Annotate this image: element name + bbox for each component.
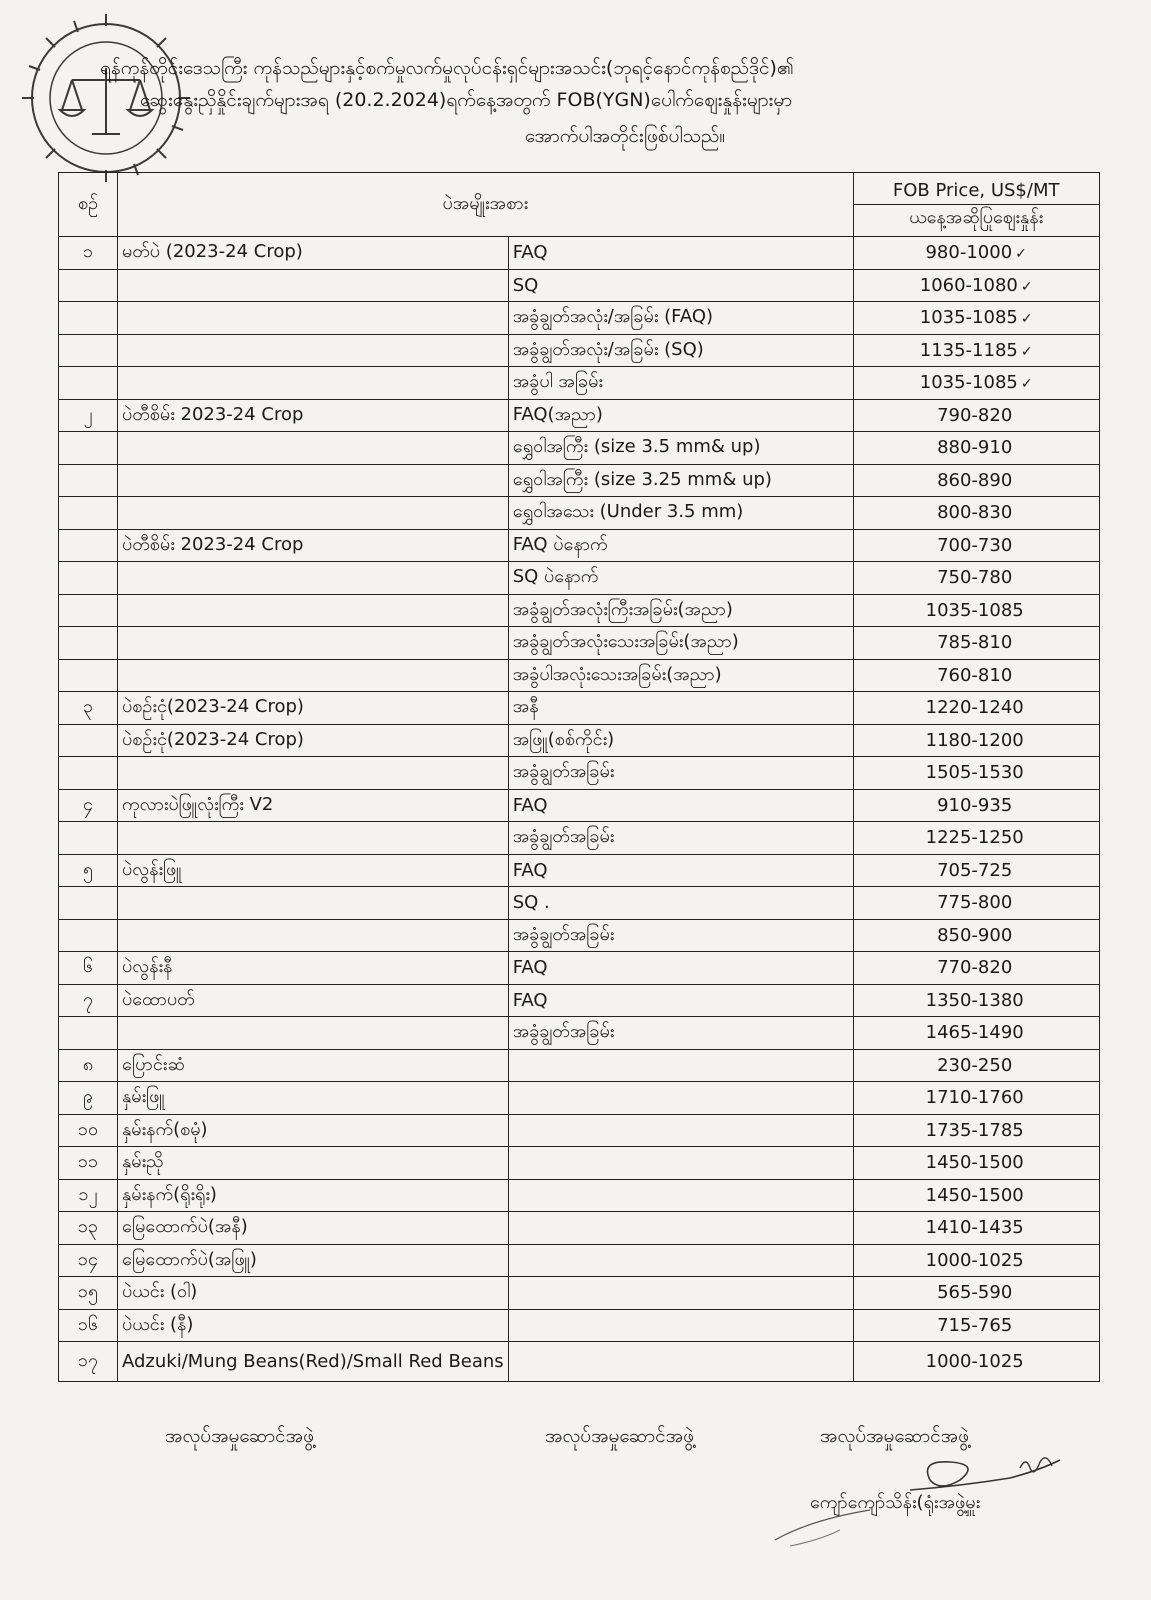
row-grade [508,692,853,725]
table-row [59,887,1100,920]
row-grade-text: အခွံချွတ်အလုံးသေးအခြမ်း(အညာ) [512,631,739,653]
table-row [59,724,1100,757]
row-grade [508,984,853,1017]
row-grade [508,822,853,855]
row-serial-no [59,659,118,692]
row-item-name [118,1082,509,1115]
signer-name: ကျော်ကျော်သိန်း(ရုံးအဖွဲ့မှူး [810,1492,981,1513]
row-item-name-text: Adzuki/Mung Beans(Red)/Small Red Beans [122,1351,504,1372]
row-serial-no [59,367,118,400]
row-price-text: 700-730 [937,534,1013,556]
row-price [853,1212,1099,1245]
row-price-text: 1180-1200 [925,729,1024,751]
row-price-text: 880-910 [937,437,1013,459]
table-row [59,1244,1100,1277]
row-price-text: 1450-1500 [925,1152,1024,1174]
row-item-name [118,1017,509,1050]
row-item-name [118,887,509,920]
header-line-2: ဆွေးနွေးညှိနှိုင်းချက်များအရ (20.2.2024)ရက်နေ့အတွက် FOB(YGN)ပေါက်ဈေးနှုန်းများမှာ [140,89,793,111]
row-item-name-text: နှမ်းနက်(စမုံ) [122,1118,208,1140]
row-item-name [118,1277,509,1310]
row-serial-no [59,1342,118,1382]
row-serial-no-text: ၁၂ [78,1183,98,1205]
row-item-name [118,399,509,432]
row-price [853,367,1099,400]
row-serial-no [59,887,118,920]
row-price [853,692,1099,725]
table-row [59,594,1100,627]
table-row [59,789,1100,822]
row-price [853,334,1099,367]
row-price [853,1049,1099,1082]
row-item-name-text: မတ်ပဲ (2023-24 Crop) [122,241,303,263]
row-price [853,1244,1099,1277]
price-table [58,172,1100,1382]
row-price [853,1309,1099,1342]
row-item-name [118,237,509,270]
row-price [853,1147,1099,1180]
row-item-name-text: ပဲယင်း (နီ) [122,1313,194,1335]
row-grade-text: FAQ(အညာ) [512,403,603,425]
row-grade-text: SQ . [512,892,550,914]
row-item-name-text: ပဲယင်း (ဝါ) [122,1281,198,1303]
row-grade [508,464,853,497]
row-item-name [118,757,509,790]
table-row [59,1179,1100,1212]
row-item-name [118,302,509,335]
row-grade [508,1277,853,1310]
row-item-name-text: ပဲလွန်းနီ [122,956,173,978]
check-mark: ✓ [1020,376,1033,393]
row-serial-no-text: ၄ [82,793,94,815]
row-price-text: 1000-1025 [925,1249,1024,1271]
row-grade [508,1212,853,1245]
row-serial-no [59,822,118,855]
table-row [59,302,1100,335]
row-price-text: 785-810 [937,632,1013,654]
row-serial-no [59,1017,118,1050]
table-row [59,1309,1100,1342]
row-price [853,789,1099,822]
table-row [59,1147,1100,1180]
row-serial-no-text: ၁၄ [77,1248,99,1270]
row-price [853,594,1099,627]
table-row [59,627,1100,660]
header-price [853,173,1099,237]
row-item-name-text: ကုလားပဲဖြူလုံးကြီး V2 [122,793,274,815]
row-item-name-text: ပဲတီစိမ်း 2023-24 Crop [122,403,304,425]
row-price [853,1082,1099,1115]
row-grade [508,497,853,530]
row-serial-no [59,724,118,757]
row-serial-no [59,399,118,432]
table-row [59,367,1100,400]
row-grade [508,627,853,660]
row-item-name-text: ပဲထောပတ် [122,988,195,1010]
table-row [59,334,1100,367]
row-grade [508,1114,853,1147]
row-item-name-text: ပြောင်းဆံ [122,1053,185,1075]
committee-label-1: အလုပ်အမှုဆောင်အဖွဲ့ [165,1425,314,1447]
row-price [853,659,1099,692]
row-item-name [118,854,509,887]
row-grade [508,334,853,367]
row-price-text: 565-590 [937,1282,1013,1304]
row-item-name-text: ပဲစဉ်းငုံ(2023-24 Crop) [122,696,304,718]
table-row [59,854,1100,887]
row-item-name [118,1309,509,1342]
row-item-name-text: ပဲစဉ်းငုံ(2023-24 Crop) [122,728,304,750]
table-row [59,1049,1100,1082]
table-row [59,399,1100,432]
row-item-name [118,562,509,595]
row-price [853,627,1099,660]
row-grade [508,1147,853,1180]
row-grade [508,1179,853,1212]
row-serial-no [59,334,118,367]
check-mark: ✓ [1020,311,1033,328]
row-price-text: 770-820 [937,957,1013,979]
row-item-name-text: နှမ်းနက်(ရိုးရိုး) [122,1183,217,1205]
row-price-text: 980-1000 [925,242,1013,264]
row-grade-text: အဖြူ(စစ်ကိုင်း) [512,728,615,750]
row-grade [508,594,853,627]
row-grade-text: ရွှေဝါအကြီး (size 3.25 mm& up) [512,468,772,490]
row-serial-no [59,692,118,725]
row-price [853,1277,1099,1310]
header-item-type: ပဲအမျိုးအစား [118,173,854,237]
row-serial-no-text: ၁၅ [77,1281,99,1303]
table-row [59,1342,1100,1382]
row-item-name [118,529,509,562]
row-grade-text: SQ [512,274,539,296]
row-price [853,562,1099,595]
table-row [59,1277,1100,1310]
table-row [59,1017,1100,1050]
row-price-text: 1035-1085 [925,599,1024,621]
table-row [59,562,1100,595]
row-serial-no [59,497,118,530]
row-item-name [118,984,509,1017]
row-serial-no-text: ၁၁ [77,1151,99,1173]
table-row [59,919,1100,952]
row-grade-text: ရွှေဝါအကြီး (size 3.5 mm& up) [512,436,761,458]
row-price-text: 800-830 [937,502,1013,524]
row-item-name [118,952,509,985]
row-price-text: 1035-1085 [919,372,1018,394]
row-grade-text: FAQ ပဲနောက် [512,533,608,555]
row-price-text: 1505-1530 [925,762,1024,784]
row-serial-no-text: ၈ [82,1053,94,1075]
row-price-text: 910-935 [937,794,1013,816]
table-row [59,497,1100,530]
row-item-name [118,1212,509,1245]
row-serial-no [59,1147,118,1180]
row-price [853,822,1099,855]
table-row [59,237,1100,270]
row-price-text: 1035-1085 [919,307,1018,329]
row-serial-no-text: ၁၆ [77,1313,99,1335]
row-grade [508,367,853,400]
row-grade-text: အခွံချွတ်အလုံး/အခြမ်း (SQ) [512,338,704,360]
row-price [853,237,1099,270]
row-item-name-text: မြေထောက်ပဲ(အဖြူ) [122,1248,257,1270]
row-grade [508,887,853,920]
row-price [853,919,1099,952]
table-row [59,1114,1100,1147]
row-grade-text: FAQ [512,957,548,979]
row-price [853,1342,1099,1382]
row-grade-text: FAQ [512,794,548,816]
row-price [853,497,1099,530]
row-item-name [118,1244,509,1277]
row-item-name [118,269,509,302]
row-grade-text: အခွံချွတ်အခြမ်း [512,761,615,783]
table-header-row [59,173,1100,237]
row-item-name [118,594,509,627]
row-serial-no-text: ၅ [82,858,94,880]
row-serial-no-text: ၁၀ [77,1118,99,1140]
row-serial-no-text: ၇ [82,988,94,1010]
row-item-name [118,919,509,952]
row-price [853,464,1099,497]
row-grade-text: FAQ [512,859,548,881]
row-item-name [118,1147,509,1180]
row-grade [508,1342,853,1382]
row-grade [508,237,853,270]
row-item-name [118,1049,509,1082]
row-price-text: 760-810 [937,664,1013,686]
document-header [100,52,1100,152]
table-row [59,1212,1100,1245]
row-item-name [118,789,509,822]
row-item-name-text: နှမ်းညို [122,1151,164,1173]
row-item-name [118,367,509,400]
row-grade [508,269,853,302]
row-price-text: 1060-1080 [919,274,1018,296]
row-serial-no [59,984,118,1017]
row-grade-text: အခွံချွတ်အလုံးကြီးအခြမ်း(အညာ) [512,598,733,620]
row-serial-no-text: ၁၇ [77,1350,99,1371]
row-grade-text: အနီ [512,696,539,718]
row-item-name [118,1342,509,1382]
row-item-name [118,1114,509,1147]
row-price [853,432,1099,465]
table-row [59,529,1100,562]
header-price-unit: FOB Price, US$/MT [853,178,1099,205]
row-price [853,1017,1099,1050]
row-price [853,952,1099,985]
row-item-name [118,692,509,725]
row-price-text: 750-780 [937,567,1013,589]
table-row [59,952,1100,985]
header-serial-no: စဉ် [59,173,118,237]
row-item-name [118,432,509,465]
row-grade-text: အခွံပါ အခြမ်း [512,371,603,393]
row-grade [508,1244,853,1277]
header-price-today: ယနေ့အဆိုပြုဈေးနှုန်း [909,207,1044,228]
row-serial-no [59,1212,118,1245]
row-serial-no [59,789,118,822]
row-grade-text: FAQ [512,989,548,1011]
row-serial-no [59,562,118,595]
row-grade [508,1017,853,1050]
row-price-text: 1135-1185 [919,339,1018,361]
row-grade [508,724,853,757]
row-grade [508,757,853,790]
row-item-name [118,659,509,692]
row-serial-no [59,594,118,627]
row-price-text: 1225-1250 [925,827,1024,849]
row-price [853,984,1099,1017]
table-row [59,1082,1100,1115]
row-price-text: 850-900 [937,924,1013,946]
check-mark: ✓ [1020,343,1033,360]
row-grade [508,659,853,692]
table-row [59,659,1100,692]
row-grade-text: SQ ပဲနောက် [512,566,599,588]
row-grade [508,1309,853,1342]
row-serial-no [59,237,118,270]
row-grade [508,529,853,562]
row-price-text: 230-250 [937,1054,1013,1076]
row-grade [508,432,853,465]
check-mark: ✓ [1015,246,1027,263]
row-serial-no-text: ၃ [82,696,94,718]
row-serial-no [59,952,118,985]
row-price [853,399,1099,432]
row-grade-text: အခွံပါအလုံးသေးအခြမ်း(အညာ) [512,663,722,685]
row-item-name [118,334,509,367]
row-price [853,854,1099,887]
row-price-text: 1350-1380 [925,989,1024,1011]
row-serial-no [59,1277,118,1310]
row-grade-text: ရွှေဝါအသေး (Under 3.5 mm) [512,501,744,523]
row-grade [508,952,853,985]
row-serial-no [59,1309,118,1342]
table-row [59,432,1100,465]
row-grade [508,1049,853,1082]
row-price-text: 790-820 [937,404,1013,426]
row-serial-no [59,464,118,497]
row-grade [508,562,853,595]
row-price [853,887,1099,920]
row-price [853,724,1099,757]
row-price [853,1179,1099,1212]
table-row [59,984,1100,1017]
row-serial-no [59,757,118,790]
header-line-3: အောက်ပါအတိုင်းဖြစ်ပါသည်။ [524,125,726,147]
row-item-name [118,724,509,757]
row-price [853,529,1099,562]
row-serial-no [59,1179,118,1212]
row-item-name-text: နှမ်းဖြူ [122,1086,165,1108]
row-price-text: 705-725 [937,859,1013,881]
row-serial-no-text: ၁၃ [77,1216,99,1238]
row-item-name-text: ပဲလွန်းဖြူ [122,858,182,880]
row-price [853,269,1099,302]
row-serial-no [59,1082,118,1115]
row-price [853,1114,1099,1147]
row-grade [508,919,853,952]
row-serial-no [59,627,118,660]
row-price [853,302,1099,335]
row-item-name [118,627,509,660]
row-serial-no [59,1114,118,1147]
row-price [853,757,1099,790]
committee-label-3: အလုပ်အမှုဆောင်အဖွဲ့ [820,1425,969,1447]
row-price-text: 1000-1025 [925,1351,1024,1372]
row-item-name [118,822,509,855]
table-row [59,757,1100,790]
table-row [59,822,1100,855]
row-grade-text: အခွံချွတ်အလုံး/အခြမ်း (FAQ) [512,306,714,328]
row-grade [508,854,853,887]
row-grade-text: အခွံချွတ်အခြမ်း [512,923,615,945]
row-price-text: 1465-1490 [925,1022,1024,1044]
row-price-text: 1220-1240 [925,697,1024,719]
row-serial-no [59,302,118,335]
row-item-name [118,1179,509,1212]
row-price-text: 1710-1760 [925,1087,1024,1109]
row-grade [508,789,853,822]
row-serial-no [59,1049,118,1082]
row-grade [508,1082,853,1115]
row-serial-no-text: ၂ [83,403,93,425]
row-item-name-text: ပဲတီစိမ်း 2023-24 Crop [122,533,304,555]
row-grade-text: FAQ [512,242,548,264]
table-row [59,464,1100,497]
row-item-name [118,464,509,497]
row-serial-no-text: ၆ [82,956,94,978]
row-item-name [118,497,509,530]
table-row [59,269,1100,302]
row-grade [508,302,853,335]
committee-label-2: အလုပ်အမှုဆောင်အဖွဲ့ [545,1425,694,1447]
row-price-text: 860-890 [937,469,1013,491]
row-serial-no [59,432,118,465]
row-serial-no-text: ၉ [82,1086,94,1108]
row-serial-no [59,269,118,302]
row-grade-text: အခွံချွတ်အခြမ်း [512,826,615,848]
price-table-body [59,237,1100,1382]
row-price-text: 1410-1435 [925,1217,1024,1239]
header-line-1: ရန်ကုန်တိုင်းဒေသကြီး ကုန်သည်များနှင့်စက်မှုလက်မှုလုပ်ငန်းရှင်များအသင်း(ဘုရင့်နောင်ကုန်စည်ဒိုင်)၏ [100,57,794,79]
row-price-text: 775-800 [937,892,1013,914]
table-row [59,692,1100,725]
row-serial-no [59,529,118,562]
row-serial-no [59,854,118,887]
row-serial-no [59,919,118,952]
row-price-text: 1450-1500 [925,1184,1024,1206]
row-serial-no-text: ၁ [82,241,94,263]
row-serial-no [59,1244,118,1277]
row-grade [508,399,853,432]
row-price-text: 1735-1785 [925,1119,1024,1141]
row-grade-text: အခွံချွတ်အခြမ်း [512,1021,615,1043]
check-mark: ✓ [1020,278,1033,295]
row-item-name-text: မြေထောက်ပဲ(အနီ) [122,1216,248,1238]
row-price-text: 715-765 [937,1314,1013,1336]
